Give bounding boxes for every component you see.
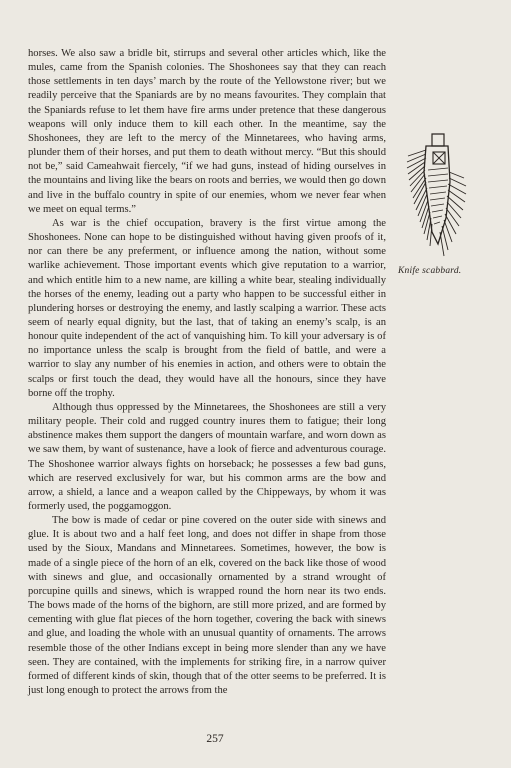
figure-caption: Knife scabbard. <box>398 266 462 276</box>
paragraph: Although thus oppressed by the Minnetarees, the Shoshonees are still a very military people. Their cold and rugged country inures them to fatigue; their long abstinence makes them support the dangers of mountain warfare, and worn down as we saw them, by want of sustenance, have a look of fierce and adventurous courage. The Shoshonee warrior always fights on horseback; he possesses a few bad guns, which are reserved exclusively for war, but his common arms are the bow and arrow, a shield, a lance and a weapon called by the Chippeways, by whom it was formerly used, the poggamoggon. <box>28 401 386 512</box>
body-text <box>28 47 386 698</box>
paragraph: horses. We also saw a bridle bit, stirrups and several other articles which, like the mules, came from the Spanish colonies. The Shoshonees say that they can reach those settlements in ten days’ march by the route of the Yellowstone river; but we readily perceive that the Spaniards are by no means favourites. They complain that the Spaniards refuse to let them have fire arms under pretence that these dangerous weapons will only induce them to kill each other. In the meantime, say the Shoshonees, they are left to the mercy of the Minnetarees, who having arms, plunder them of their horses, and put them to death without mercy. “But this should not be,” said Cameahwait fiercely, “if we had guns, instead of hiding ourselves in the mountains and living like the bears on roots and berries, we would then go down and live in the buffalo country in spite of our enemies, whom we never fear when we meet on equal terms.” <box>28 48 386 215</box>
paragraph: The bow is made of cedar or pine covered on the outer side with sinews and glue. It is about two and a half feet long, and does not differ in shape from those used by the Sioux, Mandans and Minnetarees. Sometimes, however, the bow is made of a single piece of the horn of an elk, covered on the back like those of wood with sinews and glue, and occasionally ornamented by a strand wrought of porcupine quills and sinews, which is wrapped round the horn near its two ends. The bows made of the horns of the bighorn, are still more prized, and are formed by cementing with glue flat pieces of the horn together, covering the back with sinews and glue, and loading the whole with an unusual quantity of ornaments. The arrows resemble those of the other Indians except in being more slender than any we have seen. They are contained, with the implements for striking fire, in a narrow quiver formed of different kinds of skin, though that of the otter seems to be preferred. It is just long enough to protect the arrows from the <box>28 515 386 697</box>
knife-scabbard-illustration <box>404 132 474 262</box>
paragraph: As war is the chief occupation, bravery is the first virtue among the Shoshonees. None can hope to be distinguished without having given proofs of it, nor can there be any preferment, or influence among the nation, without some warlike achievement. Those important events which give reputation to a warrior, and which entitle him to a new name, are killing a white bear, stealing individually the horses of the enemy, leading out a party who happen to be successful either in plundering horses or destroying the enemy, and lastly scalping a warrior. These acts seem of nearly equal dignity, but the last, that of taking an enemy’s scalp, is an honour quite independent of the act of vanquishing him. To kill your adversary is of no importance unless the scalp is brought from the field of battle, and were a warrior to slay any number of his enemies in action, and others were to obtain the scalps or first touch the dead, they would have all the honours, since they have borne off the trophy. <box>28 217 386 399</box>
page-number: 257 <box>206 733 224 745</box>
